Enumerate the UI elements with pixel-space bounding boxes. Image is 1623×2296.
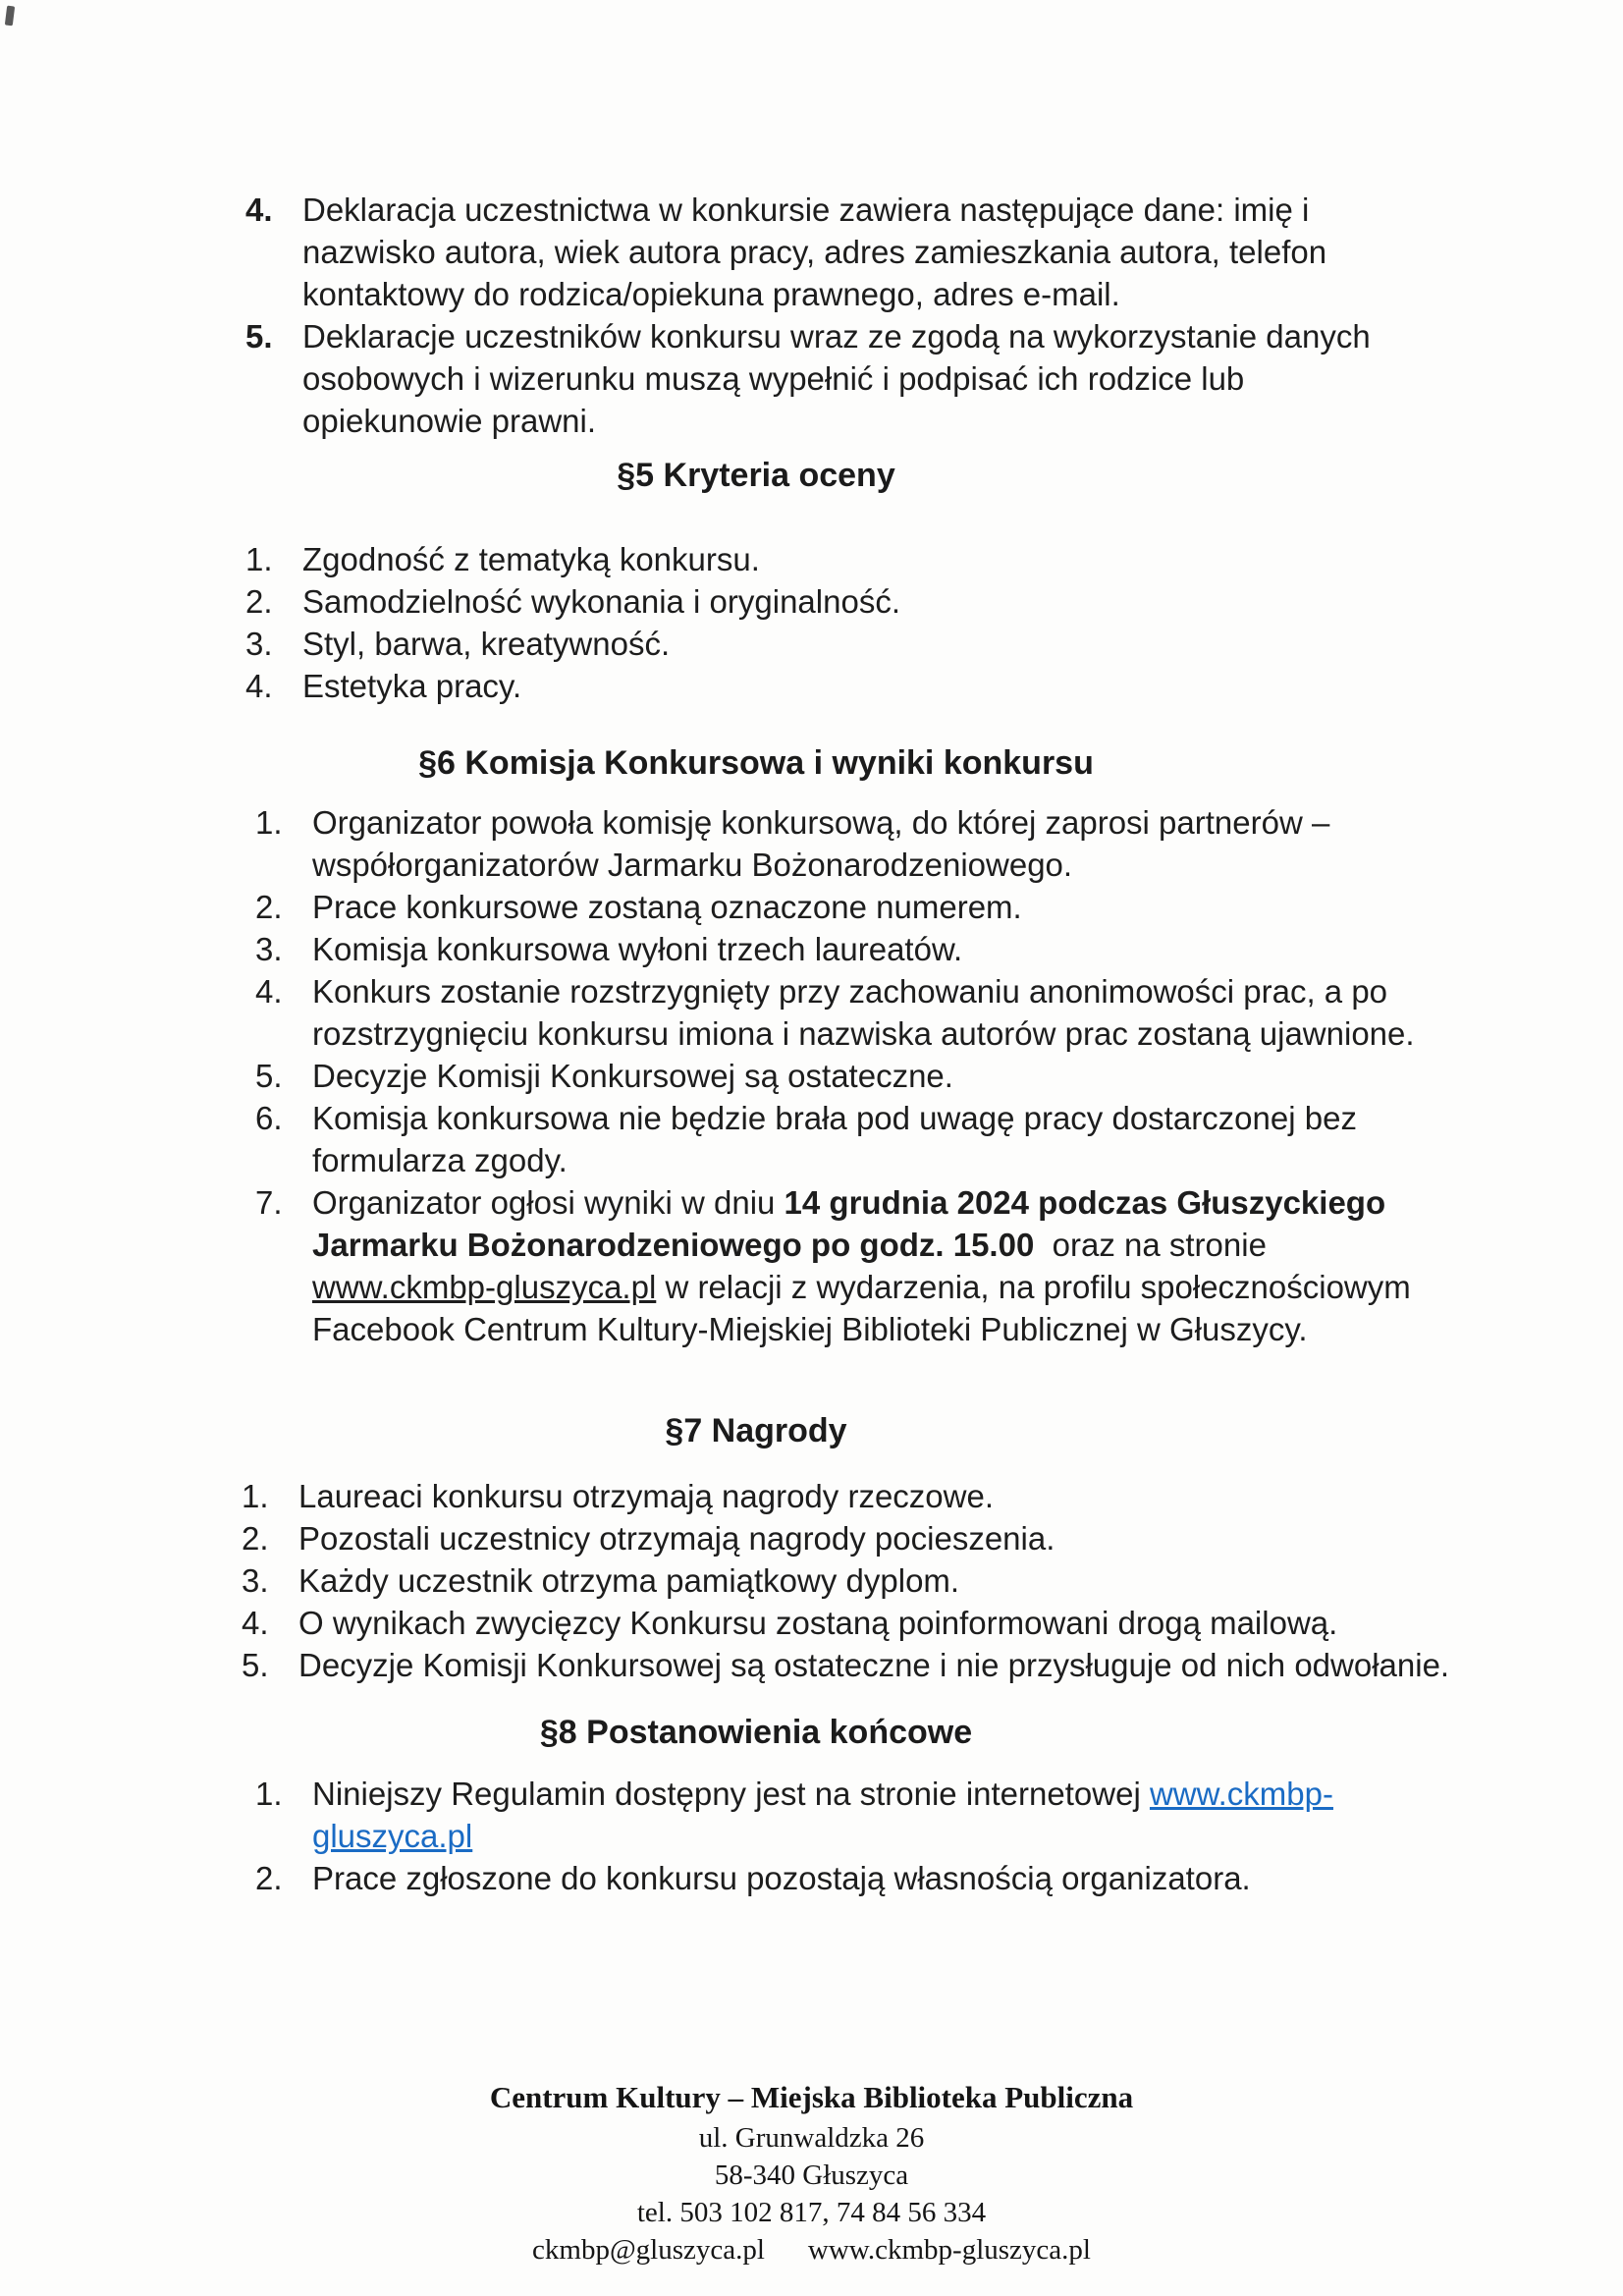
text-segment: oraz na stronie bbox=[1034, 1227, 1267, 1263]
text-line: Konkurs zostanie rozstrzygnięty przy zachowaniu anonimowości prac, a po bbox=[312, 973, 1388, 1010]
list-item-number: 4. bbox=[242, 1605, 269, 1641]
text-line: Prace konkursowe zostaną oznaczone numerem. bbox=[312, 889, 1022, 925]
list-item-text bbox=[302, 538, 1551, 580]
text-line: kontaktowy do rodzica/opiekuna prawnego, adres e-mail. bbox=[302, 276, 1120, 312]
list-item-text bbox=[302, 665, 1551, 707]
list-item-number: 6. bbox=[255, 1100, 283, 1136]
text-line: Facebook Centrum Kultury-Miejskiej Biblioteki Publicznej w Głuszycy. bbox=[312, 1311, 1308, 1347]
text-line: rozstrzygnięciu konkursu imiona i nazwiska autorów prac zostaną ujawnione. bbox=[312, 1015, 1415, 1052]
text-line: współorganizatorów Jarmarku Bożonarodzeniowego. bbox=[312, 847, 1073, 883]
list-item-text bbox=[302, 623, 1551, 665]
list-item-number: 5. bbox=[245, 318, 273, 355]
section7-list bbox=[167, 1475, 1547, 1686]
text-line: opiekunowie prawni. bbox=[302, 403, 597, 439]
list-item bbox=[255, 970, 1561, 1055]
document-footer bbox=[0, 2076, 1623, 2269]
list-item bbox=[255, 1773, 1561, 1857]
list-item-text bbox=[302, 189, 1551, 315]
scan-artifact bbox=[5, 6, 15, 27]
footer-email: ckmbp@gluszyca.pl bbox=[532, 2234, 765, 2266]
list-item-text bbox=[312, 886, 1561, 928]
list-item bbox=[245, 538, 1551, 580]
list-item bbox=[242, 1475, 1547, 1517]
list-item bbox=[255, 1857, 1561, 1899]
section-heading-nagrody: §7 Nagrody bbox=[665, 1412, 847, 1449]
footer-address-city: 58-340 Głuszyca bbox=[714, 2159, 909, 2191]
list-item-number: 1. bbox=[255, 804, 283, 841]
list-item-text bbox=[312, 970, 1561, 1055]
list-item-number: 5. bbox=[255, 1058, 283, 1094]
text-line: Styl, barwa, kreatywność. bbox=[302, 626, 671, 662]
text-line: Decyzje Komisji Konkursowej są ostateczne. bbox=[312, 1058, 953, 1094]
list-item-number: 3. bbox=[245, 626, 273, 662]
section6-list bbox=[167, 801, 1561, 1350]
section-heading-komisja-konkursowa: §6 Komisja Konkursowa i wyniki konkursu bbox=[418, 744, 1094, 782]
text-line bbox=[312, 1181, 1561, 1224]
list-item-number: 4. bbox=[245, 668, 273, 704]
text-line bbox=[312, 1815, 1561, 1857]
list-item-text bbox=[302, 580, 1551, 623]
list-item-text bbox=[298, 1602, 1547, 1644]
text-line: Każdy uczestnik otrzyma pamiątkowy dyplom. bbox=[298, 1562, 960, 1599]
list-item-number: 2. bbox=[242, 1520, 269, 1557]
list-item-number: 2. bbox=[255, 889, 283, 925]
text-line: Samodzielność wykonania i oryginalność. bbox=[302, 583, 900, 620]
list-item bbox=[245, 665, 1551, 707]
text-line bbox=[312, 1266, 1561, 1308]
list-item bbox=[255, 1055, 1561, 1097]
text-line: O wynikach zwycięzcy Konkursu zostaną poinformowani drogą mailową. bbox=[298, 1605, 1338, 1641]
list-item bbox=[242, 1644, 1547, 1686]
text-segment: Niniejszy Regulamin dostępny jest na stronie internetowej bbox=[312, 1776, 1150, 1812]
section4-list bbox=[167, 189, 1551, 442]
list-item bbox=[242, 1559, 1547, 1602]
ckmbp-website-link[interactable]: www.ckmbp-gluszyca.pl bbox=[312, 1269, 657, 1305]
list-item bbox=[255, 928, 1561, 970]
footer-address-street: ul. Grunwaldzka 26 bbox=[698, 2122, 925, 2154]
list-item-number: 5. bbox=[242, 1647, 269, 1683]
list-item-text bbox=[298, 1644, 1547, 1686]
text-line: formularza zgody. bbox=[312, 1142, 568, 1178]
list-item-number: 7. bbox=[255, 1184, 283, 1221]
list-item-text bbox=[298, 1559, 1547, 1602]
text-line: Komisja konkursowa nie będzie brała pod uwagę pracy dostarczonej bez bbox=[312, 1100, 1357, 1136]
text-line: Organizator powoła komisję konkursową, do której zaprosi partnerów – bbox=[312, 804, 1330, 841]
text-line: osobowych i wizerunku muszą wypełnić i podpisać ich rodzice lub bbox=[302, 360, 1245, 397]
text-segment: Organizator ogłosi wyniki w dniu bbox=[312, 1184, 784, 1221]
text-line: nazwisko autora, wiek autora pracy, adres zamieszkania autora, telefon bbox=[302, 234, 1327, 270]
ckmbp-website-link[interactable]: www.ckmbp- bbox=[1149, 1776, 1333, 1812]
list-item-text bbox=[302, 315, 1551, 442]
footer-contact-line bbox=[0, 2231, 1623, 2269]
list-item-number: 2. bbox=[245, 583, 273, 620]
text-line: Deklaracje uczestników konkursu wraz ze zgodą na wykorzystanie danych bbox=[302, 318, 1371, 355]
list-item bbox=[255, 1097, 1561, 1181]
list-item-number: 3. bbox=[242, 1562, 269, 1599]
text-line: Komisja konkursowa wyłoni trzech laureatów. bbox=[312, 931, 963, 967]
list-item-text bbox=[312, 1097, 1561, 1181]
footer-website: www.ckmbp-gluszyca.pl bbox=[807, 2234, 1091, 2266]
list-item-text bbox=[312, 801, 1561, 886]
list-item bbox=[245, 580, 1551, 623]
list-item bbox=[242, 1602, 1547, 1644]
text-segment: w relacji z wydarzenia, na profilu społecznościowym bbox=[656, 1269, 1411, 1305]
list-item-text bbox=[298, 1517, 1547, 1559]
list-item-number: 4. bbox=[245, 191, 273, 228]
list-item bbox=[255, 886, 1561, 928]
text-line bbox=[312, 1773, 1561, 1815]
list-item-text bbox=[312, 1773, 1561, 1857]
list-item bbox=[255, 1181, 1561, 1350]
list-item-number: 3. bbox=[255, 931, 283, 967]
text-line: Pozostali uczestnicy otrzymają nagrody pocieszenia. bbox=[298, 1520, 1055, 1557]
footer-phone: tel. 503 102 817, 74 84 56 334 bbox=[636, 2197, 987, 2228]
bold-text-segment: Jarmarku Bożonarodzeniowego po godz. 15.00 bbox=[312, 1227, 1035, 1263]
section8-list bbox=[167, 1773, 1561, 1899]
text-line: Estetyka pracy. bbox=[302, 668, 522, 704]
footer-org-name: Centrum Kultury – Miejska Biblioteka Publiczna bbox=[489, 2080, 1134, 2114]
list-item-number: 1. bbox=[245, 541, 273, 577]
list-item-number: 1. bbox=[255, 1776, 283, 1812]
list-item bbox=[242, 1517, 1547, 1559]
list-item-text bbox=[298, 1475, 1547, 1517]
list-item-number: 1. bbox=[242, 1478, 269, 1514]
text-line: Prace zgłoszone do konkursu pozostają własnością organizatora. bbox=[312, 1860, 1251, 1896]
bold-text-segment: 14 grudnia 2024 podczas Głuszyckiego bbox=[784, 1184, 1386, 1221]
list-item bbox=[245, 189, 1551, 315]
section-heading-kryteria-oceny: §5 Kryteria oceny bbox=[617, 457, 895, 494]
list-item bbox=[245, 623, 1551, 665]
section5-list bbox=[167, 538, 1551, 707]
list-item-text bbox=[312, 928, 1561, 970]
text-line: Deklaracja uczestnictwa w konkursie zawiera następujące dane: imię i bbox=[302, 191, 1310, 228]
list-item-number: 2. bbox=[255, 1860, 283, 1896]
list-item bbox=[245, 315, 1551, 442]
list-item-text bbox=[312, 1857, 1561, 1899]
list-item-text bbox=[312, 1055, 1561, 1097]
list-item bbox=[255, 801, 1561, 886]
list-item-text bbox=[312, 1181, 1561, 1350]
list-item-number: 4. bbox=[255, 973, 283, 1010]
section-heading-postanowienia-koncowe: §8 Postanowienia końcowe bbox=[539, 1714, 973, 1751]
ckmbp-website-link[interactable]: gluszyca.pl bbox=[312, 1818, 473, 1854]
text-line: Laureaci konkursu otrzymają nagrody rzeczowe. bbox=[298, 1478, 995, 1514]
text-line bbox=[312, 1224, 1561, 1266]
text-line: Zgodność z tematyką konkursu. bbox=[302, 541, 760, 577]
text-line: Decyzje Komisji Konkursowej są ostateczne i nie przysługuje od nich odwołanie. bbox=[298, 1647, 1450, 1683]
